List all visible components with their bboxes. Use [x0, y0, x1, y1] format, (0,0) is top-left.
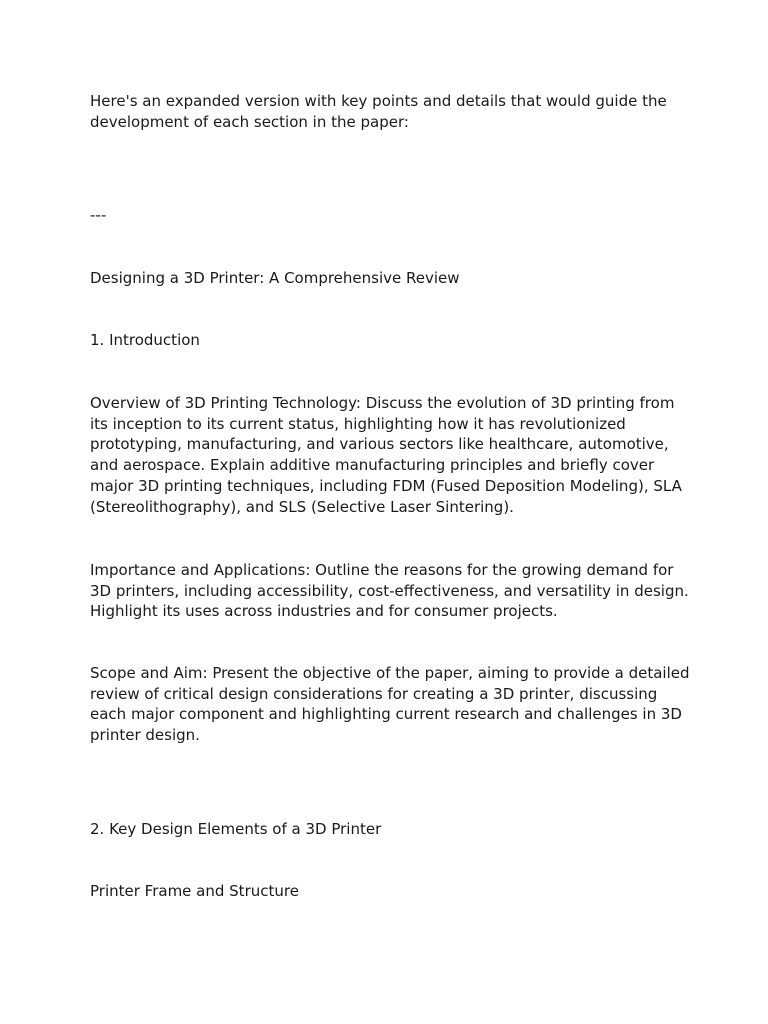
- intro-paragraph: Here's an expanded version with key points and details that would guide the development of each section in the paper:: [90, 92, 667, 131]
- importance-paragraph: Importance and Applications: Outline the reasons for the growing demand for 3D printers, including accessibility, cost-effectiveness, and versatility in design. Highlight its uses across industries and for consumer projects.: [90, 561, 689, 621]
- subsection-heading: Printer Frame and Structure: [90, 882, 299, 900]
- scope-paragraph: Scope and Aim: Present the objective of the paper, aiming to provide a detailed review of critical design considerations for creating a 3D printer, discussing each major component and highlighting current research and challenges in 3D printer design.: [90, 664, 690, 745]
- overview-paragraph: Overview of 3D Printing Technology: Discuss the evolution of 3D printing from its inception to its current status, highlighting how it has revolutionized prototyping, manufacturing, and various sectors like healthcare, automotive, and aerospace. Explain additive manufacturing principles and briefly cover major 3D printing techniques, including FDM (Fused Deposition Modeling), SLA (Stereolithography), and SLS (Selective Laser Sintering).: [90, 394, 682, 516]
- separator-line: ---: [90, 206, 107, 224]
- section-1-heading: 1. Introduction: [90, 331, 200, 349]
- section-2-heading: 2. Key Design Elements of a 3D Printer: [90, 820, 382, 838]
- document-title: Designing a 3D Printer: A Comprehensive Review: [90, 269, 460, 287]
